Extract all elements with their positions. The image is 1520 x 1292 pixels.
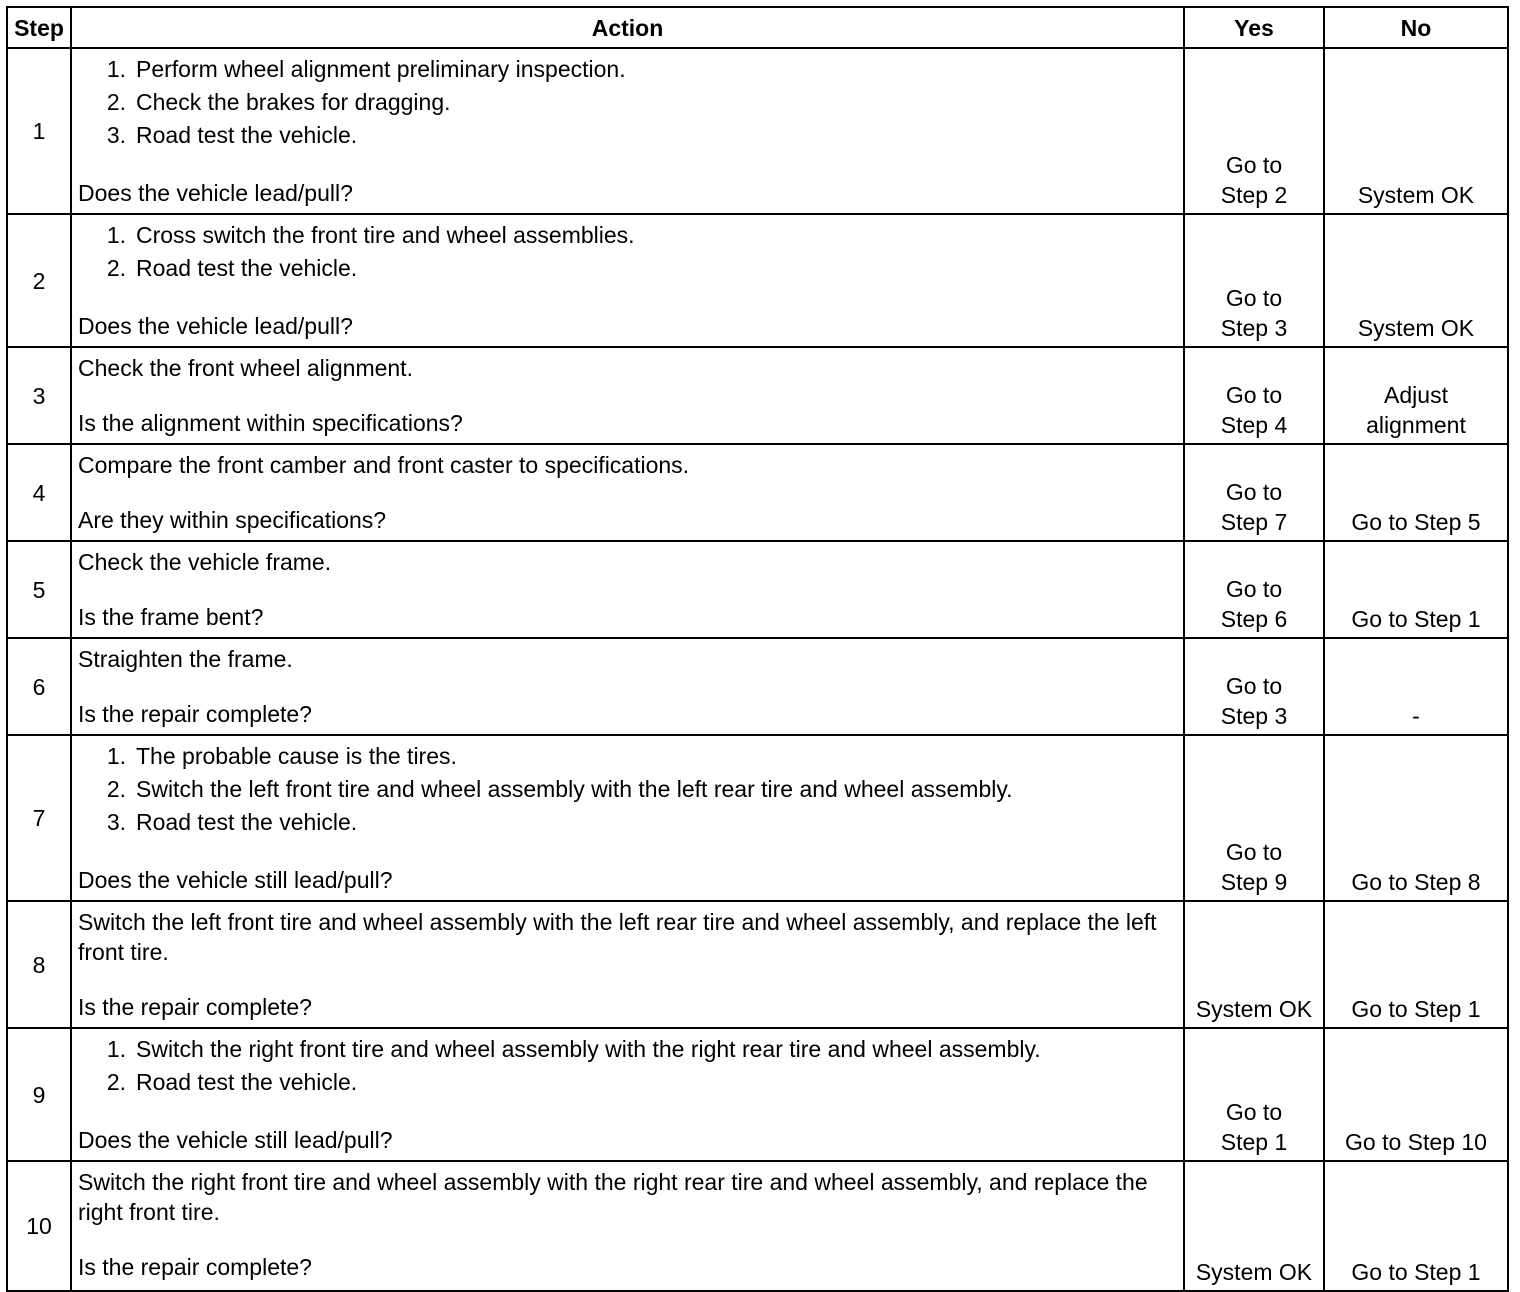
yes-result-line: Go to <box>1225 152 1283 178</box>
action-question: Is the repair complete? <box>78 1254 312 1280</box>
action-text: Straighten the frame. <box>78 646 293 672</box>
no-result <box>1324 541 1508 638</box>
yes-result-line: Step 3 <box>1220 703 1288 729</box>
diagnostic-table <box>6 6 1509 1292</box>
no-result-line: System OK <box>1357 182 1475 208</box>
table-row <box>7 901 1508 1028</box>
step-number: 1 <box>7 48 71 214</box>
step-number: 6 <box>7 638 71 735</box>
spacer <box>78 1227 1177 1252</box>
action-cell <box>71 347 1184 444</box>
no-result-line: Go to Step 8 <box>1351 869 1481 895</box>
list-item-number: 1. <box>106 743 126 769</box>
action-steps-list <box>78 220 1177 283</box>
action-steps-list <box>78 54 1177 150</box>
header-step: Step <box>7 7 71 48</box>
action-question: Are they within specifications? <box>78 507 387 533</box>
yes-result <box>1184 48 1324 214</box>
no-result <box>1324 214 1508 347</box>
list-item <box>78 87 1177 117</box>
list-item <box>78 253 1177 283</box>
no-result-line: System OK <box>1357 315 1475 341</box>
spacer <box>78 480 1177 505</box>
table-row <box>7 735 1508 901</box>
action-text: Check the vehicle frame. <box>78 549 332 575</box>
header-row <box>7 7 1508 48</box>
step-number: 2 <box>7 214 71 347</box>
yes-result <box>1184 1028 1324 1161</box>
action-question: Does the vehicle lead/pull? <box>78 180 353 206</box>
yes-result-line: Go to <box>1225 1099 1283 1125</box>
list-item-number: 3. <box>106 809 126 835</box>
action-cell <box>71 1028 1184 1161</box>
spacer <box>78 674 1177 699</box>
header-yes: Yes <box>1184 7 1324 48</box>
action-steps-list <box>78 741 1177 837</box>
no-result-line: - <box>1412 703 1420 729</box>
action-text: Switch the left front tire and wheel assembly with the left rear tire and wheel assembly, and replace the left front tire. <box>78 909 1157 965</box>
action-question: Is the repair complete? <box>78 994 312 1020</box>
table-body <box>7 48 1508 1291</box>
list-item-text: Road test the vehicle. <box>136 122 358 148</box>
yes-result-line: Go to <box>1225 839 1283 865</box>
yes-result <box>1184 214 1324 347</box>
step-number: 5 <box>7 541 71 638</box>
action-cell <box>71 1161 1184 1291</box>
header-no: No <box>1324 7 1508 48</box>
list-item <box>78 807 1177 837</box>
yes-result <box>1184 347 1324 444</box>
list-item-text: Switch the right front tire and wheel assembly with the right rear tire and wheel assembly. <box>136 1036 1041 1062</box>
step-number: 4 <box>7 444 71 541</box>
no-result-line: Adjust <box>1384 382 1448 408</box>
list-item <box>78 220 1177 250</box>
yes-result-line: Go to <box>1225 673 1283 699</box>
action-cell <box>71 541 1184 638</box>
no-result <box>1324 901 1508 1028</box>
list-item-text: Road test the vehicle. <box>136 809 358 835</box>
no-result <box>1324 1161 1508 1291</box>
yes-result-line: Step 1 <box>1220 1129 1288 1155</box>
list-item-number: 3. <box>106 122 126 148</box>
step-number: 8 <box>7 901 71 1028</box>
list-item-number: 2. <box>106 1069 126 1095</box>
action-text: Check the front wheel alignment. <box>78 355 413 381</box>
step-number: 10 <box>7 1161 71 1291</box>
spacer <box>78 577 1177 602</box>
spacer <box>78 840 1177 865</box>
list-item <box>78 120 1177 150</box>
list-item-number: 2. <box>106 255 126 281</box>
yes-result <box>1184 735 1324 901</box>
yes-result-line: System OK <box>1195 1259 1313 1285</box>
action-cell <box>71 901 1184 1028</box>
step-number: 7 <box>7 735 71 901</box>
list-item-text: Road test the vehicle. <box>136 255 358 281</box>
spacer <box>78 1100 1177 1125</box>
table-row <box>7 347 1508 444</box>
yes-result-line: Go to <box>1225 285 1283 311</box>
step-number: 3 <box>7 347 71 444</box>
list-item <box>78 1034 1177 1064</box>
action-cell <box>71 444 1184 541</box>
list-item-text: Switch the left front tire and wheel assembly with the left rear tire and wheel assembly. <box>136 776 1013 802</box>
list-item-text: The probable cause is the tires. <box>136 743 457 769</box>
yes-result-line: Step 2 <box>1220 182 1288 208</box>
no-result <box>1324 638 1508 735</box>
list-item-text: Perform wheel alignment preliminary inspection. <box>136 56 626 82</box>
action-question: Does the vehicle still lead/pull? <box>78 1127 393 1153</box>
yes-result-line: System OK <box>1195 996 1313 1022</box>
spacer <box>78 967 1177 992</box>
spacer <box>78 286 1177 311</box>
list-item-text: Cross switch the front tire and wheel assemblies. <box>136 222 635 248</box>
no-result <box>1324 1028 1508 1161</box>
list-item <box>78 54 1177 84</box>
header-action: Action <box>71 7 1184 48</box>
no-result-line: Go to Step 5 <box>1351 509 1481 535</box>
spacer <box>78 153 1177 178</box>
list-item-number: 1. <box>106 56 126 82</box>
list-item-number: 2. <box>106 89 126 115</box>
yes-result-line: Step 9 <box>1220 869 1288 895</box>
no-result-line: Go to Step 1 <box>1351 606 1481 632</box>
action-text: Switch the right front tire and wheel assembly with the right rear tire and wheel assembly, and replace the right front tire. <box>78 1169 1148 1225</box>
action-cell <box>71 214 1184 347</box>
action-question: Is the alignment within specifications? <box>78 410 463 436</box>
list-item <box>78 1067 1177 1097</box>
list-item-number: 2. <box>106 776 126 802</box>
no-result-line: alignment <box>1366 412 1466 438</box>
action-question: Does the vehicle still lead/pull? <box>78 867 393 893</box>
list-item <box>78 741 1177 771</box>
table-row <box>7 1028 1508 1161</box>
table-row <box>7 1161 1508 1291</box>
yes-result <box>1184 901 1324 1028</box>
no-result <box>1324 48 1508 214</box>
yes-result-line: Step 7 <box>1220 509 1288 535</box>
list-item-number: 1. <box>106 222 126 248</box>
action-question: Does the vehicle lead/pull? <box>78 313 353 339</box>
list-item-text: Road test the vehicle. <box>136 1069 358 1095</box>
yes-result-line: Go to <box>1225 382 1283 408</box>
table-row <box>7 638 1508 735</box>
no-result-line: Go to Step 1 <box>1351 996 1481 1022</box>
table-row <box>7 541 1508 638</box>
no-result-line: Go to Step 1 <box>1351 1259 1481 1285</box>
list-item <box>78 774 1177 804</box>
yes-result-line: Go to <box>1225 576 1283 602</box>
no-result <box>1324 347 1508 444</box>
spacer <box>78 383 1177 408</box>
yes-result-line: Step 3 <box>1220 315 1288 341</box>
table-row <box>7 48 1508 214</box>
list-item-number: 1. <box>106 1036 126 1062</box>
no-result <box>1324 735 1508 901</box>
yes-result <box>1184 1161 1324 1291</box>
yes-result <box>1184 541 1324 638</box>
action-steps-list <box>78 1034 1177 1097</box>
yes-result <box>1184 638 1324 735</box>
table-row <box>7 444 1508 541</box>
action-cell <box>71 48 1184 214</box>
action-text: Compare the front camber and front caster to specifications. <box>78 452 690 478</box>
no-result <box>1324 444 1508 541</box>
yes-result-line: Go to <box>1225 479 1283 505</box>
action-question: Is the repair complete? <box>78 701 312 727</box>
action-question: Is the frame bent? <box>78 604 264 630</box>
no-result-line: Go to Step 10 <box>1345 1129 1487 1155</box>
action-cell <box>71 735 1184 901</box>
list-item-text: Check the brakes for dragging. <box>136 89 451 115</box>
action-cell <box>71 638 1184 735</box>
yes-result <box>1184 444 1324 541</box>
yes-result-line: Step 6 <box>1220 606 1288 632</box>
table-row <box>7 214 1508 347</box>
yes-result-line: Step 4 <box>1220 412 1288 438</box>
step-number: 9 <box>7 1028 71 1161</box>
